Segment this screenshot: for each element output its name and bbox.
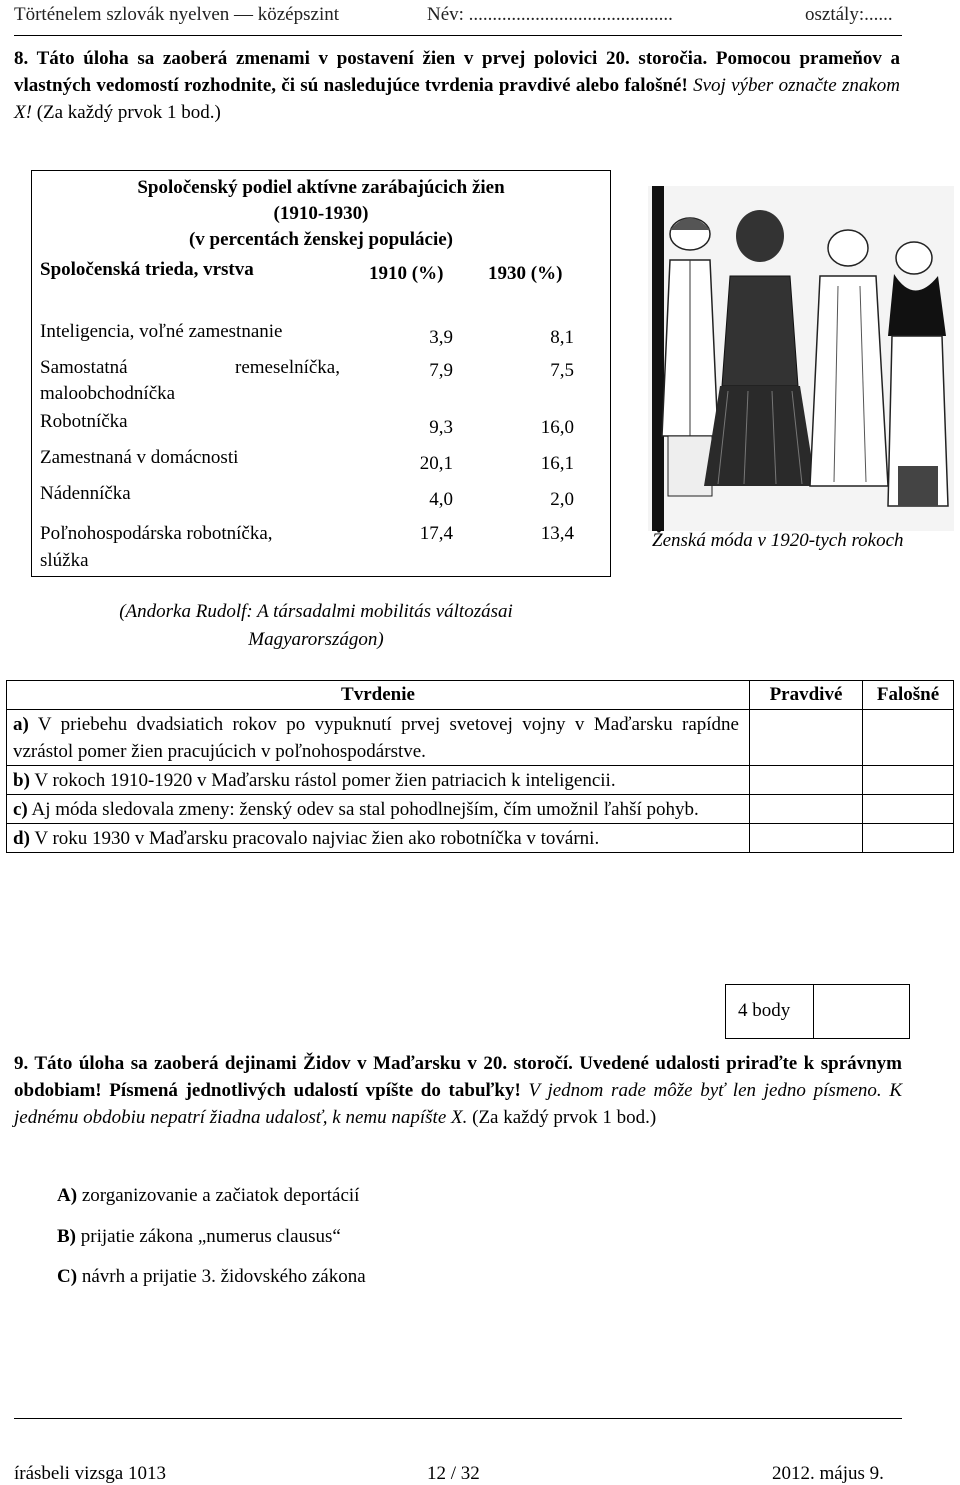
event-text: prijatie zákona „numerus clausus“ (76, 1226, 341, 1247)
table-caption (32, 175, 610, 253)
statement-text (7, 766, 750, 795)
statements-header-row (7, 681, 954, 710)
caption-line-3: (v percentách ženskej populácie) (188, 229, 454, 250)
col-header-class: Spoločenská trieda, vrstva (40, 259, 254, 280)
statement-letter: a) (13, 714, 29, 735)
caption-line-1: Spoločenský podiel aktívne zarábajúcich žien (137, 177, 505, 198)
event-item (57, 1226, 341, 1248)
statement-body: V roku 1930 v Maďarsku pracovalo najviac žien ako robotníčka v továrni. (34, 828, 600, 849)
event-item (57, 1266, 366, 1288)
women-earnings-table (31, 170, 611, 577)
page-number: 12 / 32 (427, 1463, 480, 1484)
statement-body: Aj móda sledovala zmeny: ženský odev sa stal pohodlnejším, čím umožnil ľahší pohyb. (31, 799, 699, 820)
event-letter: B) (57, 1226, 76, 1247)
statement-row (7, 795, 954, 824)
false-answer-cell[interactable] (863, 795, 954, 824)
row-label: Poľnohospodárska robotníčka, (40, 523, 273, 544)
row-label: Zamestnaná v domácnosti (40, 447, 239, 468)
cell-1910: 7,9 (429, 360, 453, 381)
cell-1910: 9,3 (429, 417, 453, 438)
header-name-field: Név: ........................................... (427, 4, 673, 25)
points-divider (813, 985, 814, 1038)
points-box (725, 984, 910, 1039)
event-text: zorganizovanie a začiatok deportácií (77, 1185, 360, 1206)
cell-1930: 2,0 (550, 489, 574, 510)
col-header-1930: 1930 (%) (488, 263, 563, 284)
cell-1930: 16,1 (540, 453, 574, 474)
header-statement: Tvrdenie (7, 681, 750, 710)
q8-scoring: (Za každý prvok 1 bod.) (31, 102, 221, 123)
cell-1930: 13,4 (540, 523, 574, 544)
statement-body: V rokoch 1910-1920 v Maďarsku rástol pomer žien patriacich k inteligencii. (34, 770, 616, 791)
statement-text (7, 824, 750, 853)
row-label: Samostatná remeselníčka, (40, 357, 340, 378)
statement-letter: d) (13, 828, 30, 849)
q9-task: 9. Táto úloha sa zaoberá dejinami Židov v Maďarsku v 20. storočí. Uvedené udalosti priraďte k správnym obdobiam! Písmená jednotlivých udalostí vpíšte do tabuľky! (14, 1053, 902, 1101)
image-caption: Ženská móda v 1920-tych rokoch (652, 530, 904, 551)
true-answer-cell[interactable] (750, 795, 863, 824)
footer-exam: írásbeli vizsga 1013 (14, 1463, 166, 1484)
cell-1910: 20,1 (419, 453, 453, 474)
event-text: návrh a prijatie 3. židovského zákona (77, 1266, 366, 1287)
statement-row (7, 710, 954, 766)
false-answer-cell[interactable] (863, 824, 954, 853)
cell-1930: 8,1 (550, 327, 574, 348)
header-false: Falošné (863, 681, 954, 710)
statement-text (7, 795, 750, 824)
statement-row (7, 766, 954, 795)
true-answer-cell[interactable] (750, 824, 863, 853)
q8-instructions (14, 45, 900, 126)
fashion-illustration (648, 186, 954, 531)
cell-1930: 7,5 (550, 360, 574, 381)
header-class-field: osztály:...... (805, 4, 893, 25)
statement-letter: c) (13, 799, 28, 820)
cell-1930: 16,0 (540, 417, 574, 438)
header-true: Pravdivé (750, 681, 863, 710)
cell-1910: 4,0 (429, 489, 453, 510)
false-answer-cell[interactable] (863, 766, 954, 795)
header-subject: Történelem szlovák nyelven — középszint (14, 4, 340, 25)
statement-row (7, 824, 954, 853)
q8-task: 8. Táto úloha sa zaoberá zmenami v postavení žien v prvej polovici 20. storočia. Pomocou prameňov a vlastných vedomostí rozhodnite, či sú nasledujúce tvrdenia pravdivé alebo falošné! (14, 48, 900, 96)
caption-line-2: (1910-1930) (273, 203, 369, 224)
footer-date: 2012. május 9. (772, 1463, 884, 1484)
q9-instructions (14, 1050, 902, 1131)
event-item (57, 1185, 359, 1207)
statement-text (7, 710, 750, 766)
row-label-cont: slúžka (40, 550, 89, 571)
fashion-figures-drawing (648, 186, 954, 531)
q9-scoring: (Za každý prvok 1 bod.) (467, 1107, 657, 1128)
header-rule (14, 35, 902, 36)
false-answer-cell[interactable] (863, 710, 954, 766)
statements-table (6, 680, 954, 853)
table-source: (Andorka Rudolf: A társadalmi mobilitás változásai Magyarországon) (119, 601, 513, 650)
row-label: Robotníčka (40, 411, 128, 432)
col-header-1910: 1910 (%) (369, 263, 444, 284)
cell-1910: 17,4 (419, 523, 453, 544)
row-label: Nádenníčka (40, 483, 131, 504)
points-label: 4 body (738, 1000, 791, 1021)
q8-mark-hint: Svoj výber označte znakom X! (14, 75, 900, 123)
row-label-cont: maloobchodníčka (40, 383, 176, 404)
event-letter: C) (57, 1266, 78, 1287)
row-label: Inteligencia, voľné zamestnanie (40, 321, 283, 342)
cell-1910: 3,9 (429, 327, 453, 348)
true-answer-cell[interactable] (750, 766, 863, 795)
event-letter: A) (57, 1185, 78, 1206)
q9-hint: V jednom rade môže byť len jedno písmeno. K jednému obdobiu nepatrí žiadna udalosť, k nemu napíšte X. (14, 1080, 903, 1128)
statement-letter: b) (13, 770, 30, 791)
statement-body: V priebehu dvadsiatich rokov po vypuknutí prvej svetovej vojny v Maďarsku rapídne vzrástol pomer žien pracujúcich v poľnohospodárstve. (13, 714, 739, 762)
true-answer-cell[interactable] (750, 710, 863, 766)
footer-rule (14, 1418, 902, 1419)
